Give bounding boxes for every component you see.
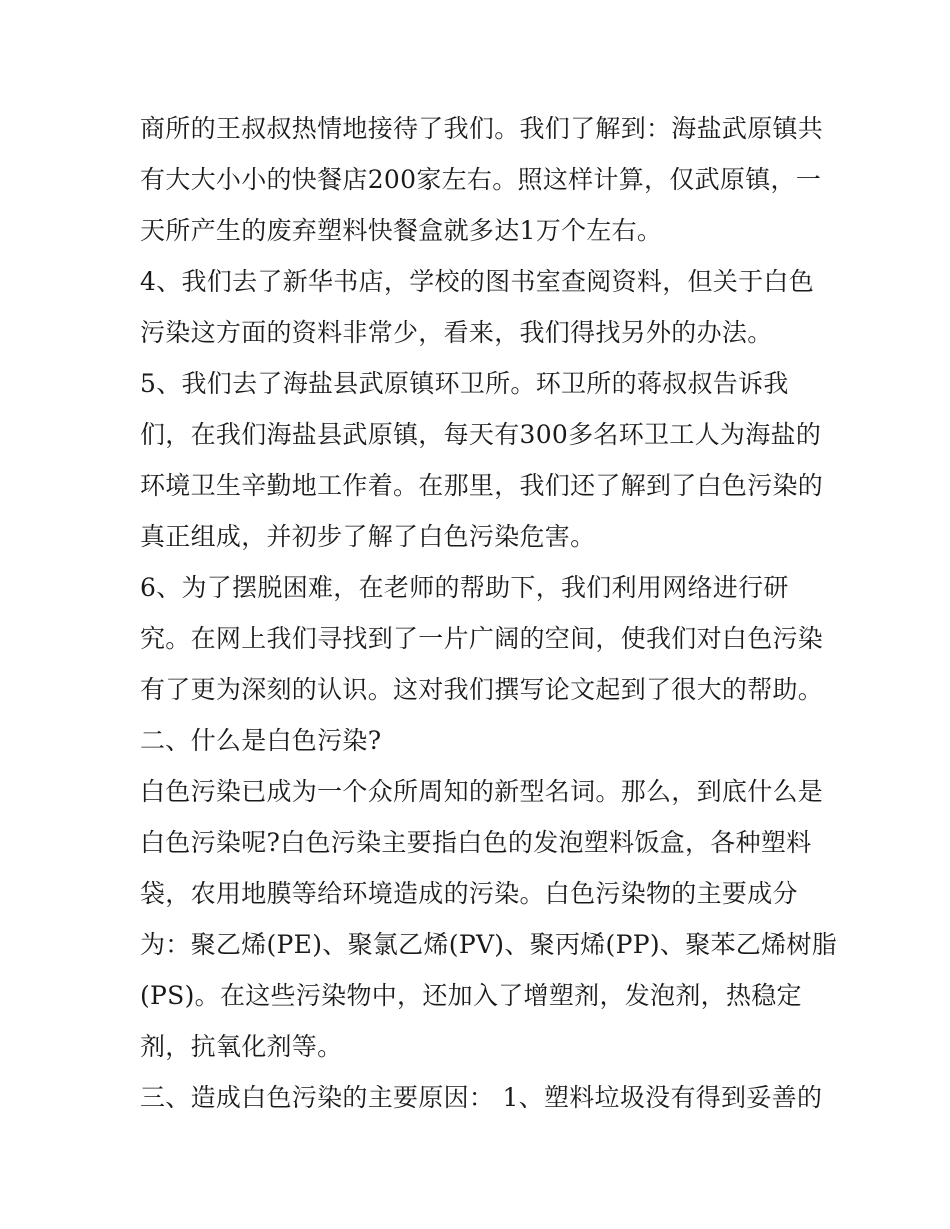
body-text [140,103,838,1123]
text-line: 白色污染已成为一个众所周知的新型名词。那么，到底什么是 [140,777,824,806]
text-line: 有了更为深刻的认识。这对我们撰写论文起到了很大的帮助。 [140,675,824,704]
text-line: 有大大小小的快餐店200家左右。照这样计算，仅武原镇，一 [140,165,822,194]
text-line: 商所的王叔叔热情地接待了我们。我们了解到：海盐武原镇共 [140,114,824,143]
text-line: 剂，抗氧化剂等。 [140,1032,343,1061]
text-line: 环境卫生辛勤地工作着。在那里，我们还了解到了白色污染的 [140,471,824,500]
section-heading: 三、造成白色污染的主要原因： 1、塑料垃圾没有得到妥善的 [140,1083,823,1112]
text-line: 天所产生的废弃塑料快餐盒就多达1万个左右。 [140,216,663,245]
section-heading: 二、什么是白色污染? [140,726,382,755]
text-line: 6、为了摆脱困难，在老师的帮助下，我们利用网络进行研 [140,573,789,602]
text-line: 污染这方面的资料非常少，看来，我们得找另外的办法。 [140,318,773,347]
text-line: 们，在我们海盐县武原镇，每天有300多名环卫工人为海盐的 [140,420,822,449]
text-line: 真正组成，并初步了解了白色污染危害。 [140,522,596,551]
text-line: (PS)。在这些污染物中，还加入了增塑剂，发泡剂，热稳定 [140,981,802,1010]
text-line: 袋，农用地膜等给环境造成的污染。白色污染物的主要成分 [140,879,798,908]
text-line: 究。在网上我们寻找到了一片广阔的空间，使我们对白色污染 [140,624,824,653]
text-line: 为：聚乙烯(PE)、聚氯乙烯(PV)、聚丙烯(PP)、聚苯乙烯树脂 [140,930,838,959]
text-line: 4、我们去了新华书店，学校的图书室查阅资料，但关于白色 [140,267,815,296]
text-line: 5、我们去了海盐县武原镇环卫所。环卫所的蒋叔叔告诉我 [140,369,789,398]
text-line: 白色污染呢?白色污染主要指白色的发泡塑料饭盒，各种塑料 [140,828,812,857]
